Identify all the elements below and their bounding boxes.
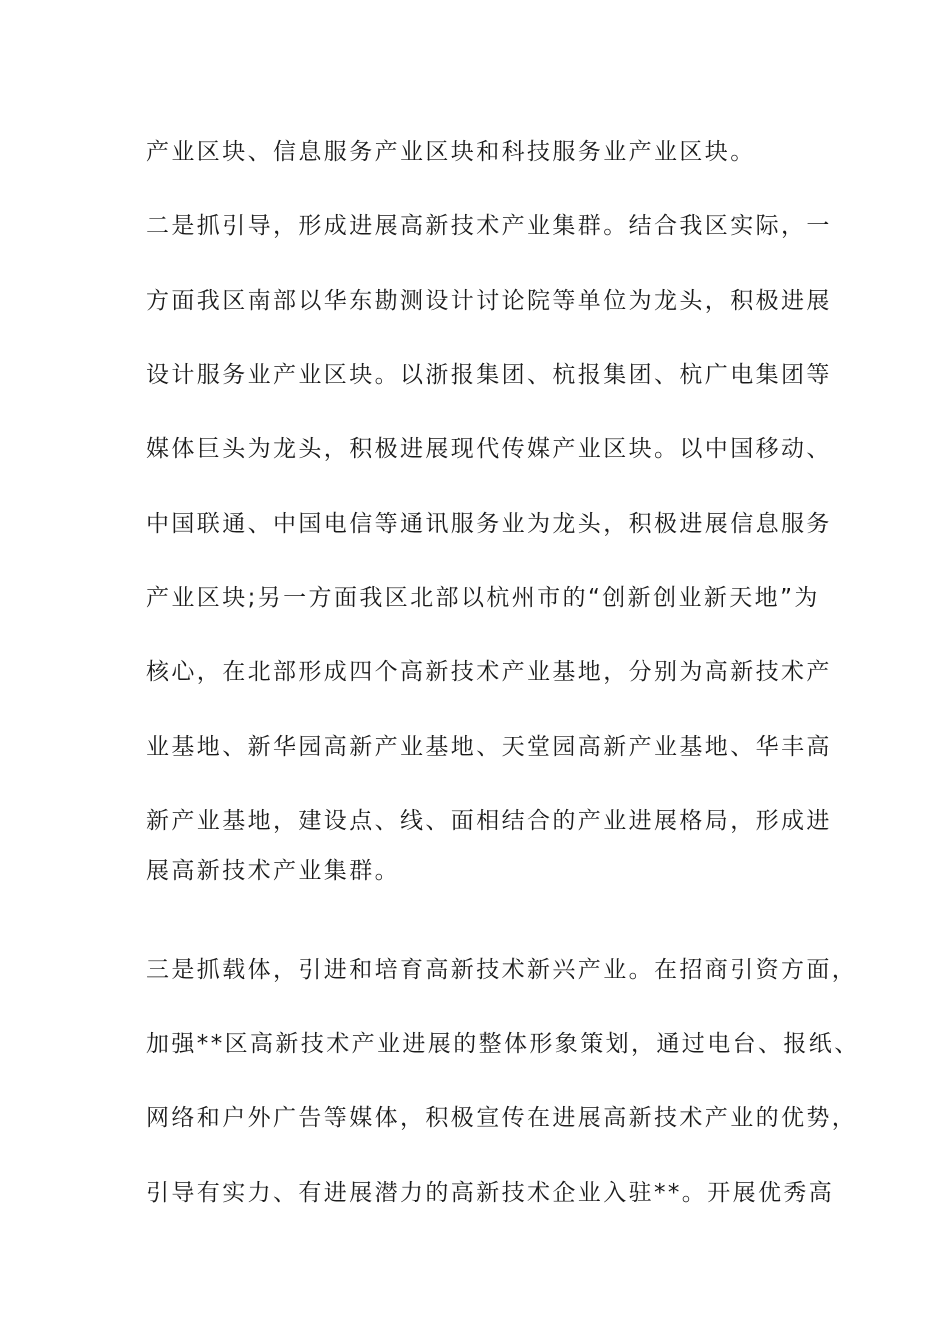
text-line: 方面我区南部以华东勘测设计讨论院等单位为龙头，积极进展 [146, 288, 832, 314]
text-line: 中国联通、中国电信等通讯服务业为龙头，积极进展信息服务 [146, 511, 832, 537]
text-line: 核心，在北部形成四个高新技术产业基地，分别为高新技术产 [146, 659, 832, 685]
text-line: 展高新技术产业集群。 [146, 858, 400, 884]
text-line: 设计服务业产业区块。以浙报集团、杭报集团、杭广电集团等 [146, 362, 832, 388]
text-line: 引导有实力、有进展潜力的高新技术企业入驻**。开展优秀高 [146, 1180, 835, 1206]
text-line: 网络和户外广告等媒体，积极宣传在进展高新技术产业的优势， [146, 1105, 858, 1131]
text-line: 三是抓载体，引进和培育高新技术新兴产业。在招商引资方面， [146, 957, 858, 983]
text-line: 新产业基地，建设点、线、面相结合的产业进展格局，形成进 [146, 808, 832, 834]
text-line: 产业区块、信息服务产业区块和科技服务业产业区块。 [146, 139, 756, 165]
text-line: 业基地、新华园高新产业基地、天堂园高新产业基地、华丰高 [146, 734, 832, 760]
text-line: 产业区块;另一方面我区北部以杭州市的“创新创业新天地”为 [146, 585, 820, 611]
text-line: 二是抓引导，形成进展高新技术产业集群。结合我区实际，一 [146, 213, 832, 239]
text-line: 媒体巨头为龙头，积极进展现代传媒产业区块。以中国移动、 [146, 436, 832, 462]
text-line: 加强**区高新技术产业进展的整体形象策划，通过电台、报纸、 [146, 1031, 860, 1057]
